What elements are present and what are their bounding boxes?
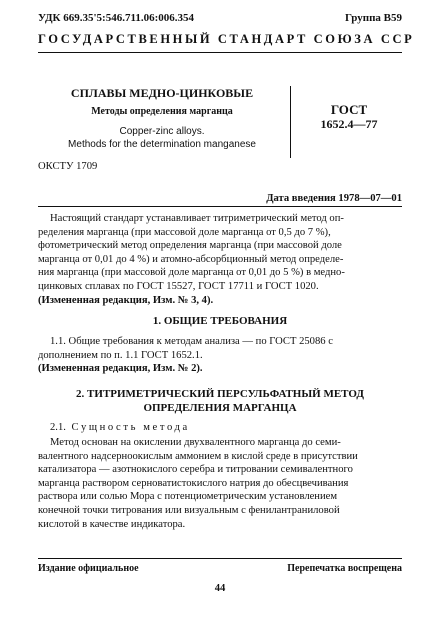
header-rule bbox=[38, 52, 402, 53]
english-title-line1: Copper-zinc alloys. bbox=[119, 126, 205, 137]
section-2-heading-line2: ОПРЕДЕЛЕНИЯ МАРГАНЦА bbox=[143, 402, 297, 414]
section-1-heading: 1. ОБЩИЕ ТРЕБОВАНИЯ bbox=[152, 315, 288, 327]
text-line: марганца раствором серноватистокислого натрия до обесцвечивания bbox=[38, 477, 349, 489]
document-subtitle: Методы определения марганца bbox=[91, 106, 233, 117]
subsection-number: 2.1. bbox=[50, 422, 66, 433]
text-line: валентного надсерноокислым аммонием в кислой среде в присутствии bbox=[38, 450, 358, 462]
edit-note: (Измененная редакция, Изм. № 3, 4). bbox=[38, 294, 214, 306]
date-rule bbox=[38, 206, 402, 207]
text-line: катализатора — азотнокислого серебра и титровании семивалентного bbox=[38, 464, 353, 476]
okstu-code: ОКСТУ 1709 bbox=[38, 161, 98, 172]
subsection-2-1 bbox=[50, 422, 190, 433]
section-2-heading-line1: 2. ТИТРИМЕТРИЧЕСКИЙ ПЕРСУЛЬФАТНЫЙ МЕТОД bbox=[76, 388, 364, 400]
text-line: дополнением по п. 1.1 ГОСТ 1652.1. bbox=[38, 349, 203, 361]
text-line: раствора или солью Мора с потенциометрическим установлением bbox=[38, 491, 338, 503]
text-line: цинковых сплавах по ГОСТ 15527, ГОСТ 17711 и ГОСТ 1020. bbox=[38, 280, 319, 292]
subsection-title: Сущность метода bbox=[71, 422, 190, 433]
udk-code: УДК 669.35'5:546.711.06:006.354 bbox=[38, 12, 195, 24]
text-line: марганца от 0,01 до 4 %) и атомно-абсорбционный метод определе- bbox=[38, 253, 344, 265]
footer-reprint-notice: Перепечатка воспрещена bbox=[287, 563, 402, 574]
text-line: Метод основан на окислении двухвалентного марганца до семи- bbox=[50, 437, 341, 448]
text-line: ределения марганца (при массовой доле марганца от 0,5 до 7 %), bbox=[38, 226, 331, 238]
gost-label: ГОСТ bbox=[330, 102, 368, 117]
english-title-line2: Methods for the determination manganese bbox=[68, 139, 256, 150]
edit-note: (Измененная редакция, Изм. № 2). bbox=[38, 363, 203, 375]
footer-official-edition: Издание официальное bbox=[38, 563, 139, 574]
intro-paragraph bbox=[38, 212, 402, 307]
standard-line: ГОСУДАРСТВЕННЫЙ СТАНДАРТ СОЮЗА ССР bbox=[38, 32, 415, 46]
text-line: фотометрический метод определения марганца (при массовой доле bbox=[38, 240, 342, 252]
text-line: кислотой в качестве индикатора. bbox=[38, 518, 186, 530]
text-line: ния марганца (при массовой доле марганца от 0,01 до 5 %) в медно- bbox=[38, 267, 345, 279]
text-line: 1.1. Общие требования к методам анализа — по ГОСТ 25086 с bbox=[50, 336, 333, 347]
section-2-paragraph bbox=[38, 436, 402, 531]
page-number: 44 bbox=[214, 583, 226, 594]
text-line: Настоящий стандарт устанавливает титриметрический метод оп- bbox=[50, 213, 344, 224]
group-code: Группа В59 bbox=[344, 12, 402, 24]
section-1-paragraph bbox=[38, 335, 402, 376]
text-line: конечной точки титрования или визуальным с фенилантраниловой bbox=[38, 504, 340, 516]
gost-number: 1652.4—77 bbox=[320, 117, 378, 131]
document-title: СПЛАВЫ МЕДНО-ЦИНКОВЫЕ bbox=[70, 86, 254, 100]
title-divider bbox=[290, 86, 291, 158]
introduction-date: Дата введения 1978—07—01 bbox=[266, 193, 402, 204]
footer-rule bbox=[38, 558, 402, 559]
